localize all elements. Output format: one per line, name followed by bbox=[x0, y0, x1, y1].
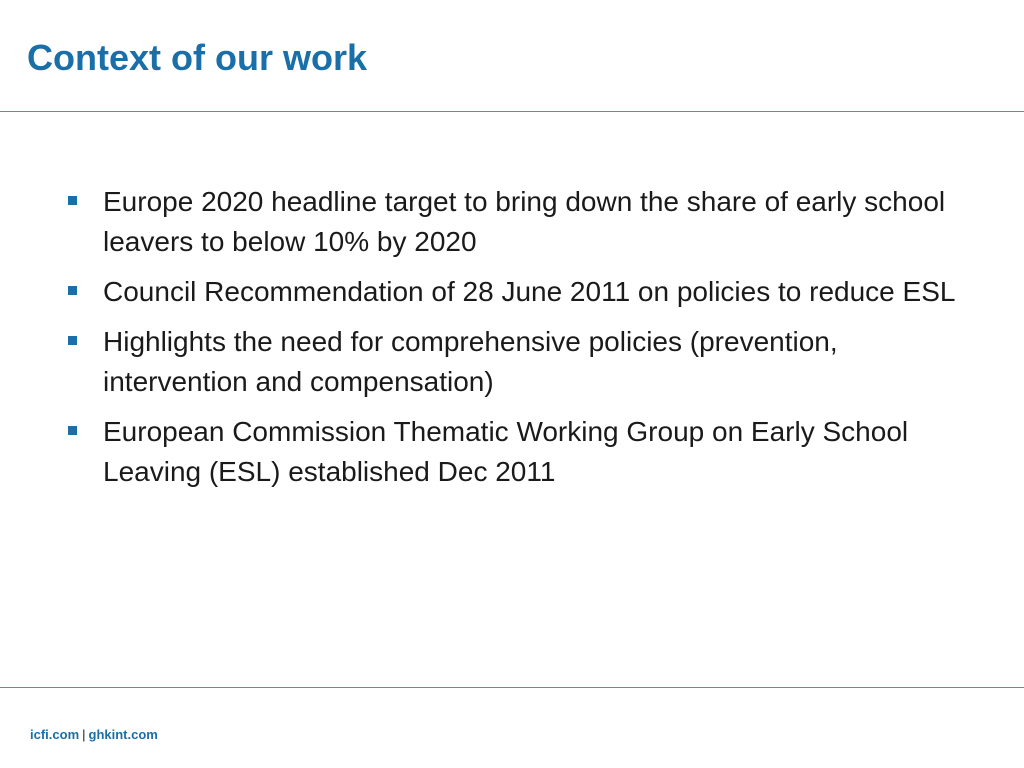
bullet-item bbox=[64, 412, 984, 492]
footer-link-ghkint[interactable]: ghkint.com bbox=[88, 727, 158, 742]
footer bbox=[30, 727, 158, 743]
slide-title: Context of our work bbox=[27, 37, 367, 78]
square-bullet-icon bbox=[68, 286, 77, 295]
bullet-item bbox=[64, 322, 984, 402]
footer-divider bbox=[0, 687, 1024, 688]
bullet-text: Council Recommendation of 28 June 2011 on policies to reduce ESL bbox=[103, 276, 956, 307]
bullet-list bbox=[64, 182, 984, 502]
bullet-item bbox=[64, 272, 984, 312]
bullet-text: Highlights the need for comprehensive policies (prevention, intervention and compensation) bbox=[103, 326, 838, 397]
bullet-text: European Commission Thematic Working Group on Early School Leaving (ESL) established Dec 2011 bbox=[103, 416, 909, 487]
bullet-text: Europe 2020 headline target to bring down the share of early school leavers to below 10% by 2020 bbox=[103, 186, 946, 257]
bullet-item bbox=[64, 182, 984, 262]
square-bullet-icon bbox=[68, 196, 77, 205]
square-bullet-icon bbox=[68, 426, 77, 435]
title-divider bbox=[0, 111, 1024, 112]
footer-link-icfi[interactable]: icfi.com bbox=[30, 727, 80, 742]
square-bullet-icon bbox=[68, 336, 77, 345]
footer-separator: | bbox=[82, 727, 86, 742]
